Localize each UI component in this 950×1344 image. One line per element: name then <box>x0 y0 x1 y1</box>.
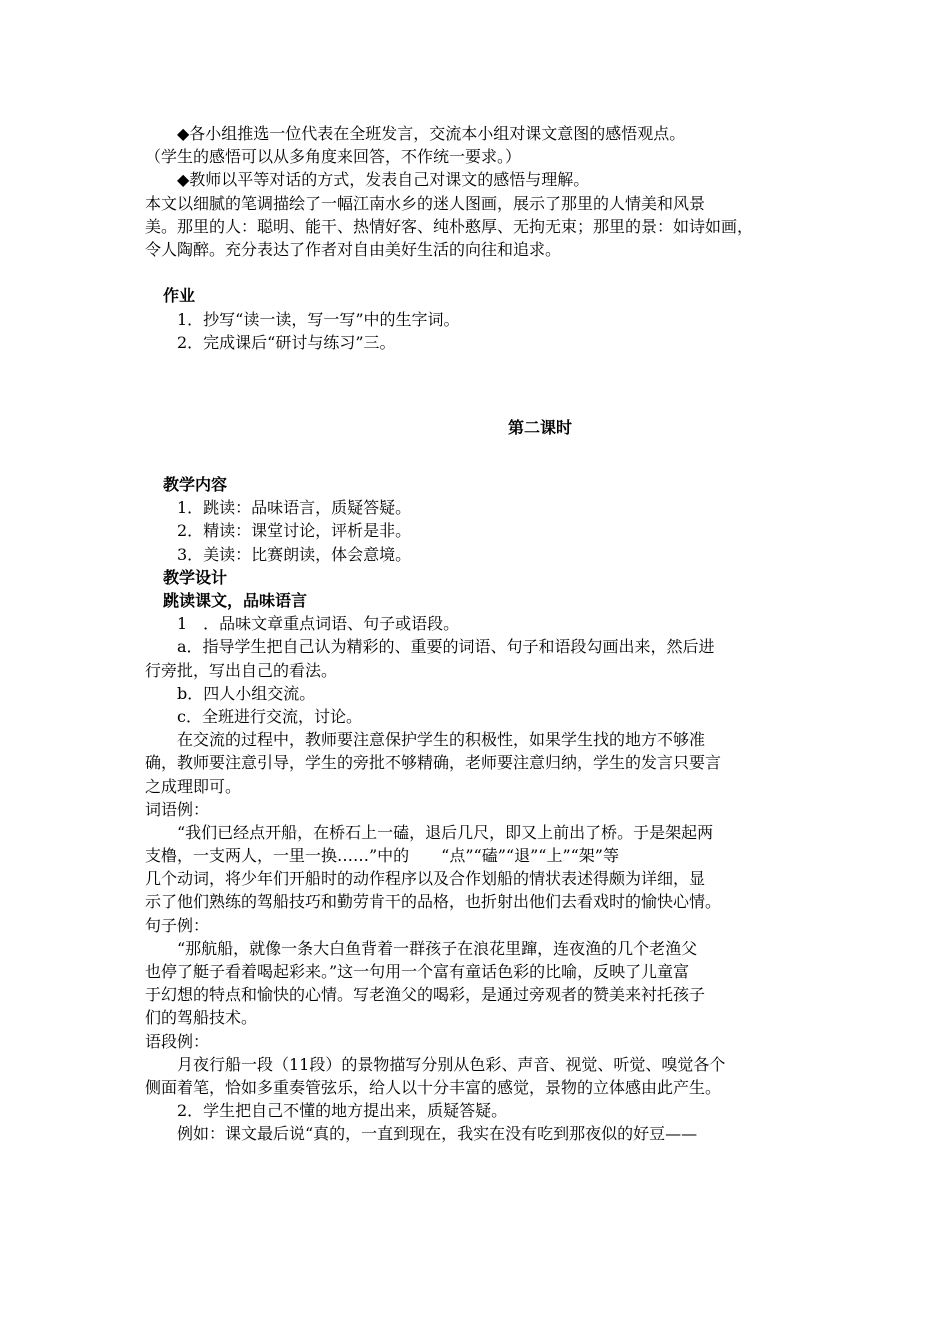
section-heading: 教学设计 <box>163 567 228 587</box>
example-label: 句子例： <box>145 915 210 935</box>
document-page <box>145 122 825 1146</box>
paragraph: 例如：课文最后说“真的，一直到现在，我实在没有吃到那夜似的好豆—— <box>177 1124 698 1144</box>
paragraph: ◆各小组推选一位代表在全班发言，交流本小组对课文意图的感悟观点。 <box>177 124 686 143</box>
list-item: 1．抄写“读一读，写一写”中的生字词。 <box>177 309 460 329</box>
paragraph: 们的驾船技术。 <box>145 1008 258 1028</box>
paragraph: 支橹，一支两人，一里一换……”中的 “点”“磕”“退”“上”“架”等 <box>145 846 619 866</box>
lesson-title: 第二课时 <box>507 417 572 437</box>
paragraph: ◆教师以平等对话的方式，发表自己对课文的感悟与理解。 <box>177 170 590 190</box>
paragraph: 令人陶醉。充分表达了作者对自由美好生活的向往和追求。 <box>145 239 562 259</box>
list-item: 1．跳读：品味语言，质疑答疑。 <box>177 498 412 518</box>
paragraph: 之成理即可。 <box>145 776 242 796</box>
paragraph: 侧面着笔，恰如多重奏管弦乐，给人以十分丰富的感觉，景物的立体感由此产生。 <box>145 1077 722 1097</box>
paragraph: “那航船，就像一条大白鱼背着一群孩子在浪花里蹿，连夜渔的几个老渔父 <box>177 938 698 958</box>
paragraph: 确，教师要注意引导，学生的旁批不够精确，老师要注意归纳，学生的发言只要言 <box>145 753 722 773</box>
subsection-heading: 跳读课文，品味语言 <box>163 591 308 610</box>
paragraph: 在交流的过程中，教师要注意保护学生的积极性，如果学生找的地方不够准 <box>177 730 706 750</box>
paragraph: 于幻想的特点和愉快的心情。写老渔父的喝彩，是通过旁观者的赞美来衬托孩子 <box>145 985 706 1005</box>
paragraph: b．四人小组交流。 <box>177 683 316 703</box>
paragraph: 本文以细腻的笔调描绘了一幅江南水乡的迷人图画，展示了那里的人情美和风景 <box>145 193 706 213</box>
paragraph: a．指导学生把自己认为精彩的、重要的词语、句子和语段勾画出来，然后进 <box>177 637 715 657</box>
paragraph: 示了他们熟练的驾船技巧和勤劳肯干的品格，也折射出他们去看戏时的愉快心情。 <box>145 892 722 912</box>
example-label: 词语例： <box>145 799 210 819</box>
example-label: 语段例： <box>145 1031 210 1051</box>
paragraph: “我们已经点开船，在桥石上一磕，退后几尺，即又上前出了桥。于是架起两 <box>177 822 714 842</box>
paragraph: 美。那里的人：聪明、能干、热情好客、纯朴憨厚、无拘无束；那里的景：如诗如画， <box>145 216 754 236</box>
section-heading: 作业 <box>163 286 196 306</box>
paragraph: 1 ．品味文章重点词语、句子或语段。 <box>177 614 460 634</box>
list-item: 3．美读：比赛朗读，体会意境。 <box>177 544 412 564</box>
paragraph: （学生的感悟可以从多角度来回答，不作统一要求。） <box>145 147 522 167</box>
list-item: 2．精读：课堂讨论，评析是非。 <box>177 521 412 541</box>
list-item: 2．完成课后“研讨与练习”三。 <box>177 332 396 352</box>
paragraph: c．全班进行交流，讨论。 <box>177 706 362 726</box>
paragraph: 月夜行船一段（11段）的景物描写分别从色彩、声音、视觉、听觉、嗅觉各个 <box>177 1054 726 1074</box>
section-heading: 教学内容 <box>163 475 228 495</box>
paragraph: 几个动词，将少年们开船时的动作程序以及合作划船的情状表述得颇为详细，显 <box>145 869 706 889</box>
paragraph: 也停了艇子看着喝起彩来。”这一句用一个富有童话色彩的比喻，反映了儿童富 <box>145 962 690 981</box>
paragraph: 2．学生把自己不懂的地方提出来，质疑答疑。 <box>177 1101 508 1121</box>
paragraph: 行旁批，写出自己的看法。 <box>145 660 338 680</box>
